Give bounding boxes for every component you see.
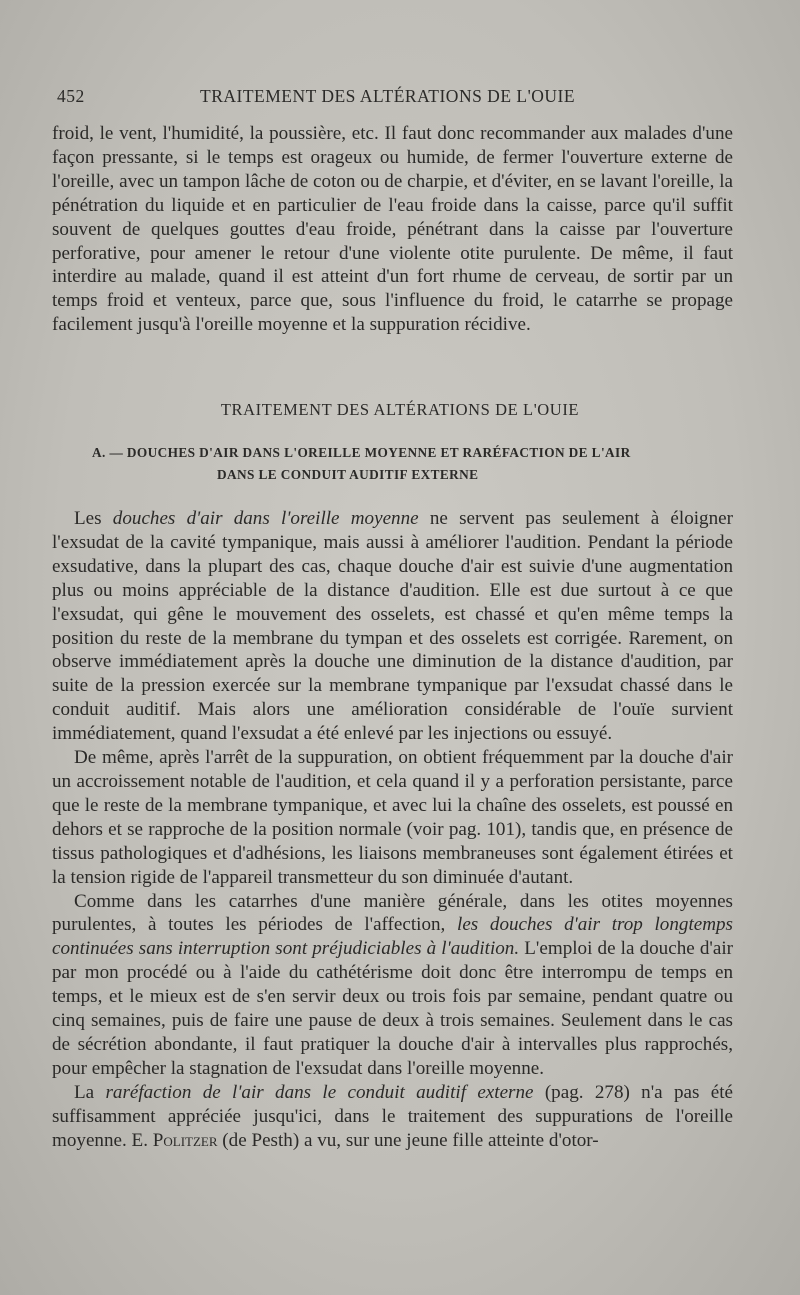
italic-term: raréfaction de l'air dans le conduit auditif externe	[105, 1081, 534, 1103]
text-run: L'emploi de la douche d'air par mon procédé ou à l'aide du cathétérisme doit donc être interrompu de temps en temps, et le mieux est de s'en servir deux ou trois fois par semaine, pendant quatre ou cinq semaines, puis de faire une pause de deux à trois semaines. Seulement dans le cas de sécrétion abondante, il faut pratiquer la douche d'air à intervalles plus rapprochés, pour empêcher la stagnation de l'exsudat dans l'oreille moyenne.	[52, 938, 733, 1079]
text-run: Comme dans les catarrhes d'une manière générale, dans les otites moyennes purulentes, à toutes les périodes de l'affection,	[52, 890, 733, 936]
paragraph-text: froid, le vent, l'humidité, la poussière, etc. Il faut donc recommander aux malades d'une façon pressante, si le temps est orageux ou humide, de fermer l'ouverture externe de l'oreille, avec un tampon lâche de coton ou de charpie, et d'éviter, en se lavant l'oreille, la pénétration du liquide et en particulier de l'eau froide dans la caisse, parce qu'il suffit souvent de quelques gouttes d'eau froide, pénétrant dans la caisse par l'ouverture perforative, pour amener le retour d'une violente otite purulente. De même, il faut interdire au malade, quand il est atteint d'un fort rhume de cerveau, de sortir par un temps froid et venteux, parce que, sous l'influence du froid, le catarrhe se propage facilement jusqu'à l'oreille moyenne et la suppuration récidive.	[52, 123, 733, 336]
italic-warning: les douches d'air trop longtemps continuées sans interruption sont préjudiciables à l'audition.	[52, 914, 733, 960]
paragraph-suppuration: De même, après l'arrêt de la suppuration, on obtient fréquemment par la douche d'air un accroissement notable de l'audition, et cela quand il y a perforation persistante, parce que le reste de la membrane tympanique, et avec lui la chaîne des osselets, est poussé en dehors et se rapproche de la position normale (voir pag. 101), tandis que, en présence de tissus pathologiques et d'adhésions, les liaisons membraneuses sont également étirées et la tension rigide de l'appareil transmetteur du son diminuée d'autant.	[52, 747, 733, 888]
paragraph-douches	[52, 507, 733, 746]
subsection-heading-line2: DANS LE CONDUIT AUDITIF EXTERNE	[217, 467, 479, 482]
italic-term: douches d'air dans l'oreille moyenne	[112, 508, 419, 529]
body-text	[52, 507, 733, 1152]
text-run: ne servent pas seulement à éloigner l'exsudat de la cavité tympanique, mais aussi à améliorer l'audition. Pendant la période exsudative, dans la plupart des cas, chaque douche d'air est suivie d'une augmentation plus ou moins appréciable de la distance d'audition. Elle est due surtout à ce que l'exsudat, qui gêne le mouvement des osselets, est chassé et qu'en même temps la position du reste de la membrane du tympan et des osselets est corrigée. Rarement, on observe immédiatement après la douche une diminution de la distance d'audition, par suite de la pression exercée sur la membrane tympanique par l'exsudat chassé dans le conduit auditif. Mais alors une amélioration considérable de l'ouïe survient immédiatement, quand l'exsudat a été enlevé par les injections ou essuyé.	[52, 508, 733, 745]
subsection-heading-line1: A. — DOUCHES D'AIR DANS L'OREILLE MOYENNE ET RARÉFACTION DE L'AIR	[92, 445, 631, 460]
running-title: TRAITEMENT DES ALTÉRATIONS DE L'OUIE	[200, 86, 576, 106]
running-header	[57, 86, 737, 116]
subsection-heading	[92, 442, 732, 486]
text-run: La	[74, 1081, 106, 1103]
text-run: Les	[74, 508, 113, 529]
paragraph-catarrhes	[52, 890, 733, 1081]
text-run: (pag. 278) n'a pas été suffisamment appréciée jusqu'ici, dans le traitement des suppurations de l'oreille moyenne. E.	[52, 1081, 733, 1151]
paragraph-continued	[52, 122, 733, 337]
page-number: 452	[57, 86, 85, 106]
paragraph-rarefaction	[52, 1081, 733, 1153]
text-run: (de Pesth) a vu, sur une jeune fille atteinte d'otor-	[217, 1129, 599, 1151]
section-title: TRAITEMENT DES ALTÉRATIONS DE L'OUIE	[220, 400, 580, 419]
author-name: Politzer	[152, 1129, 218, 1151]
